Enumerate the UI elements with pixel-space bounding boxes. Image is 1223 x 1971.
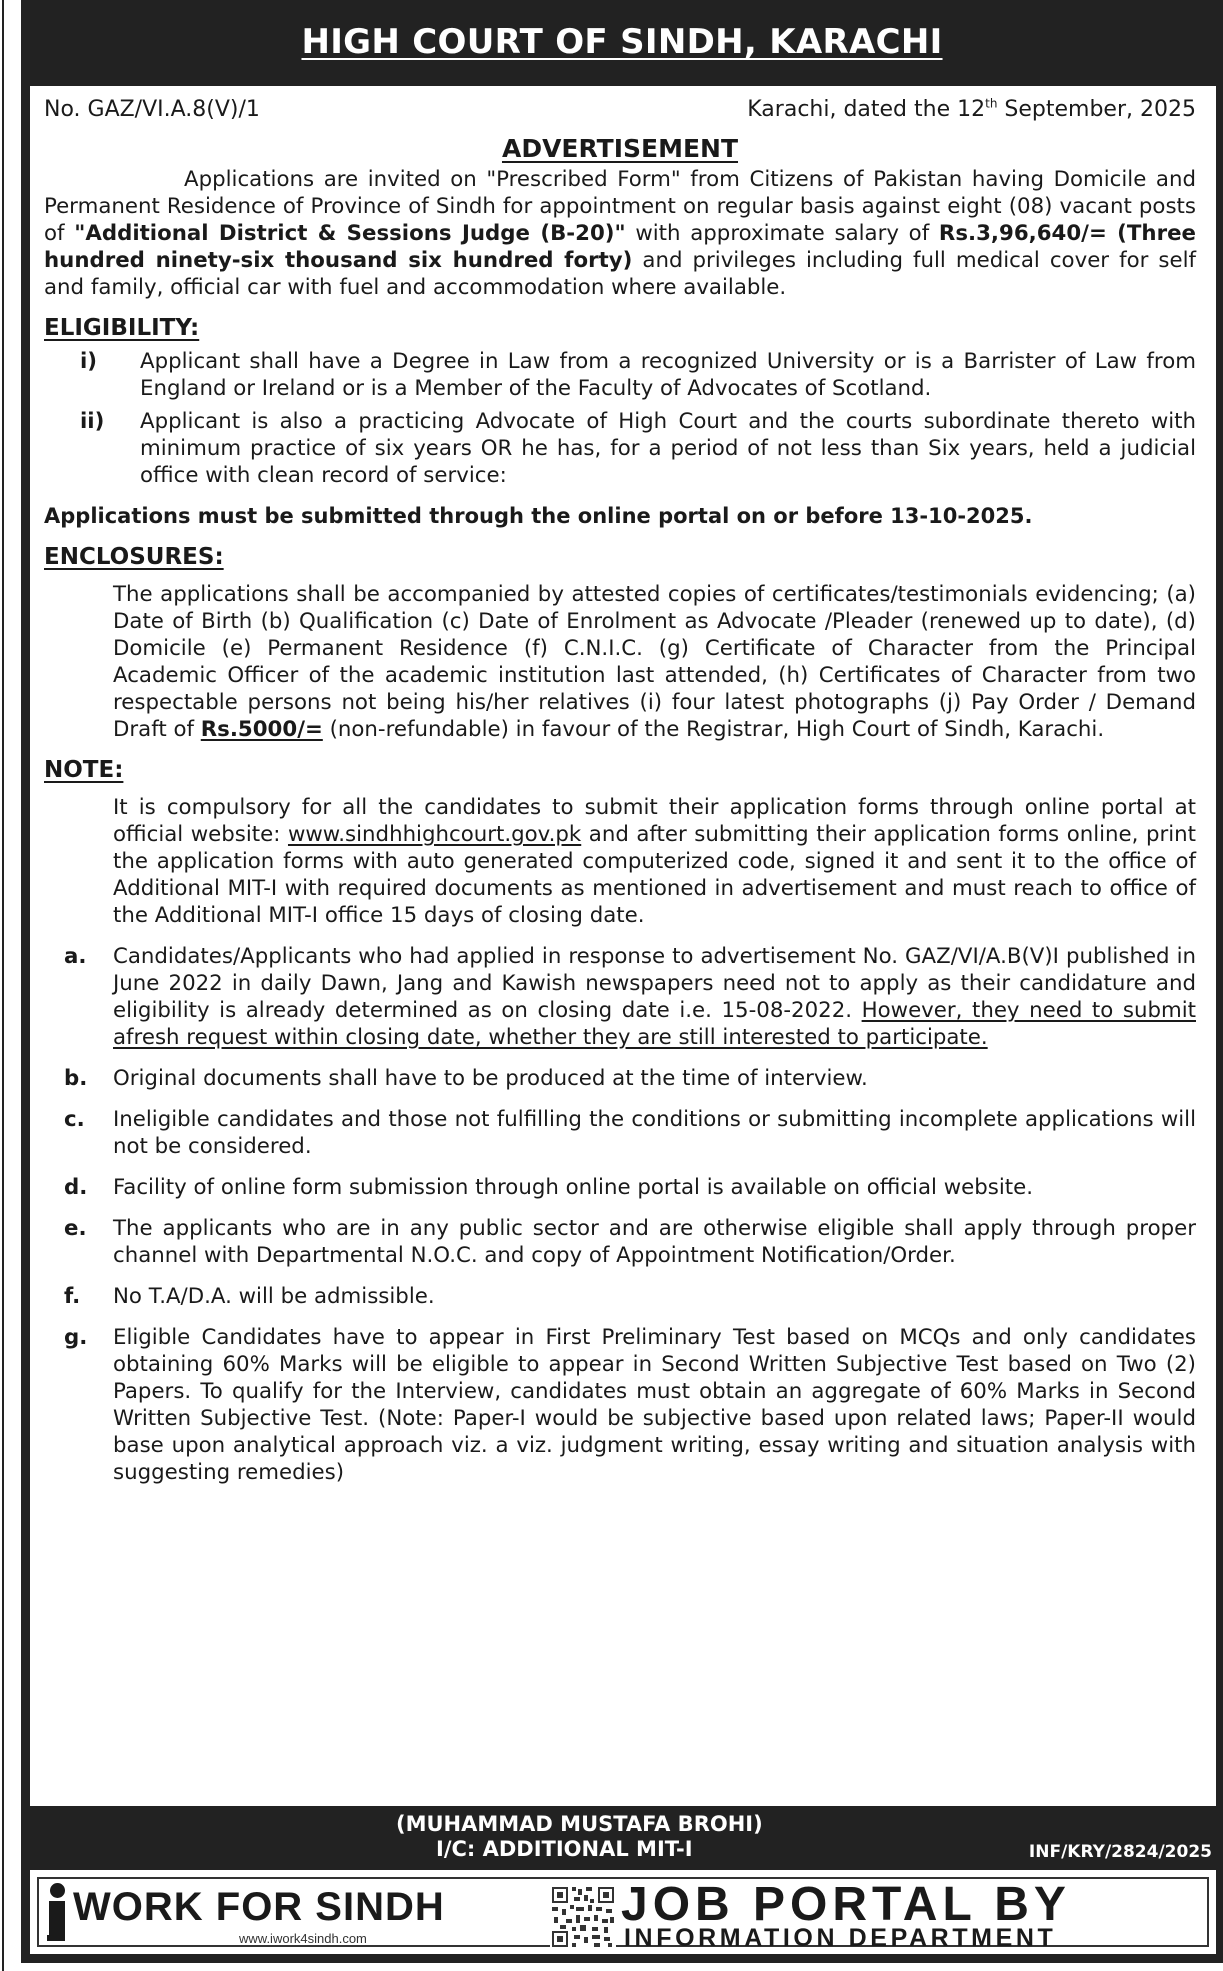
note-text: Ineligible candidates and those not fulfilling the conditions or submitting incomplete applications will not be considered. [113,1107,1196,1159]
intro-text-2: with approximate salary of [625,221,939,246]
note-text [113,943,1196,1051]
note-item-g [44,1324,1196,1486]
note-item-d [44,1174,1196,1201]
eligibility-item [44,348,1196,402]
qr-code-icon[interactable] [550,1885,616,1949]
enclosures-text-2: (non-refundable) in favour of the Registrar, High Court of Sindh, Karachi. [322,717,1105,742]
note-intro-text-1: It is compulsory for all the candidates to submit their application forms through online portal at official website: [113,795,1196,847]
publication-reference: INF/KRY/2824/2025 [1028,1842,1212,1862]
eligibility-marker: ii) [80,409,105,434]
reference-number: No. GAZ/VI.A.8(V)/1 [44,97,260,122]
note-text-plain: Candidates/Applicants who had applied in response to advertisement No. GAZ/VI/A.B(V)I published in June 2022 in daily Dawn, Jang and Kawish newspapers need not to apply as their candidature and eligibility is already determined as on closing date i.e. 15-08-2022. [113,944,1196,1023]
note-item-c [44,1106,1196,1160]
signatory-title: I/C: ADDITIONAL MIT-I [436,1837,693,1861]
eligibility-heading: ELIGIBILITY: [44,315,200,341]
reference-row [44,96,1196,123]
note-item-f [44,1283,1196,1310]
iwork-logo-icon [47,1883,69,1943]
note-intro-paragraph [44,794,1196,929]
note-text: Eligible Candidates have to appear in First Preliminary Test based on MCQs and only candidates obtaining 60% Marks will be eligible to appear in Second Written Subjective Test based on Two (2) Papers. To qualify for the Interview, candidates must obtain an aggregate of 60% Marks in Second Written Subjective Test. (Note: Paper-I would be subjective based upon related laws; Paper-II would base upon analytical approach viz. a viz. judgment writing, essay writing and situation analysis with suggesting remedies) [113,1325,1196,1485]
enclosures-heading: ENCLOSURES: [44,544,224,570]
masthead [21,0,1223,84]
note-text: Original documents shall have to be produced at the time of interview. [113,1066,868,1091]
note-item-e [44,1215,1196,1269]
signature-block [21,1806,1223,1868]
advertisement-frame [21,0,1223,1963]
fee-amount: Rs.5000/= [200,717,323,742]
advertisement-title: ADVERTISEMENT [501,134,739,163]
date-suffix: September, 2025 [997,97,1196,122]
signatory-name: (MUHAMMAD MUSTAFA BROHI) [396,1812,763,1836]
date-ordinal: th [985,96,998,111]
advertisement-body [30,86,1216,1806]
eligibility-item [44,408,1196,489]
portal-title: JOB PORTAL BY [621,1878,1071,1931]
enclosures-paragraph [44,581,1196,743]
submission-deadline: Applications must be submitted through the online portal on or before 13-10-2025. [44,504,1033,528]
date-prefix: Karachi, dated the 12 [747,97,986,122]
note-intro-text-2: and after submitting their application forms online, print the application forms with auto generated computerized code, signed it and sent it to the office of Additional MIT-I with required documents as mentioned in advertisement and must reach to office of the Additional MIT-I office 15 days of closing date. [113,822,1196,928]
salary-amount: Rs.3,96,640/= (Three hundred ninety-six thousand six hundred forty) [44,221,1196,273]
note-marker: d. [64,1175,88,1200]
banner-inner [37,1877,1209,1952]
eligibility-marker: i) [80,349,98,374]
note-item-b [44,1065,1196,1092]
post-title: "Additional District & Sessions Judge (B-20)" [74,221,626,246]
note-text-underlined: However, they need to submit afresh request within closing date, whether they are still interested to participate. [113,998,1196,1050]
intro-text-3: and privileges including full medical cover for self and family, official car with fuel and accommodation where available. [44,248,1196,300]
enclosures-text-1: The applications shall be accompanied by attested copies of certificates/testimonials evidencing; (a) Date of Birth (b) Qualification (c) Date of Enrolment as Advocate /Pleader (renewed up to date), (d) Domicile (e) Permanent Residence (f) C.N.I.C. (g) Certificate of Character from the Principal Academic Officer of the academic institution last attended, (h) Certificates of Character from two respectable persons not being his/her relatives (i) four latest photographs (j) Pay Order / Demand Draft of [113,582,1196,742]
note-text: No T.A/D.A. will be admissible. [113,1284,435,1309]
page-edge-line [2,0,4,1971]
intro-text-1: Applications are invited on "Prescribed Form" from Citizens of Pakistan having Domicile and Permanent Residence of Province of Sindh for appointment on regular basis against eight (08) vacant posts of [44,167,1196,246]
note-marker: g. [64,1325,88,1350]
note-marker: b. [64,1066,88,1091]
website-link[interactable]: www.sindhhighcourt.gov.pk [287,822,582,847]
eligibility-text: Applicant shall have a Degree in Law from a recognized University or is a Barrister of Law from England or Ireland or is a Member of the Faculty of Advocates of Scotland. [140,349,1196,401]
intro-paragraph [44,166,1196,301]
issue-date [747,96,1196,123]
court-title: HIGH COURT OF SINDH, KARACHI [301,22,943,62]
note-marker: a. [64,944,87,969]
brand-title: WORK FOR SINDH [73,1885,445,1929]
portal-subtitle: INFORMATION DEPARTMENT [624,1924,1057,1952]
brand-url[interactable]: www.iwork4sindh.com [239,1931,367,1946]
note-text: The applicants who are in any public sector and are otherwise eligible shall apply through proper channel with Departmental N.O.C. and copy of Appointment Notification/Order. [113,1216,1196,1268]
note-text: Facility of online form submission through online portal is available on official website. [113,1175,1033,1200]
eligibility-text: Applicant is also a practicing Advocate of High Court and the courts subordinate thereto with minimum practice of six years OR he has, for a period of not less than Six years, held a judicial office with clean record of service: [140,409,1196,488]
note-marker: f. [64,1284,81,1309]
job-portal-banner [30,1870,1216,1954]
note-heading: NOTE: [44,757,124,783]
note-marker: e. [64,1216,87,1241]
note-marker: c. [64,1107,85,1132]
note-item-a [44,943,1196,1051]
